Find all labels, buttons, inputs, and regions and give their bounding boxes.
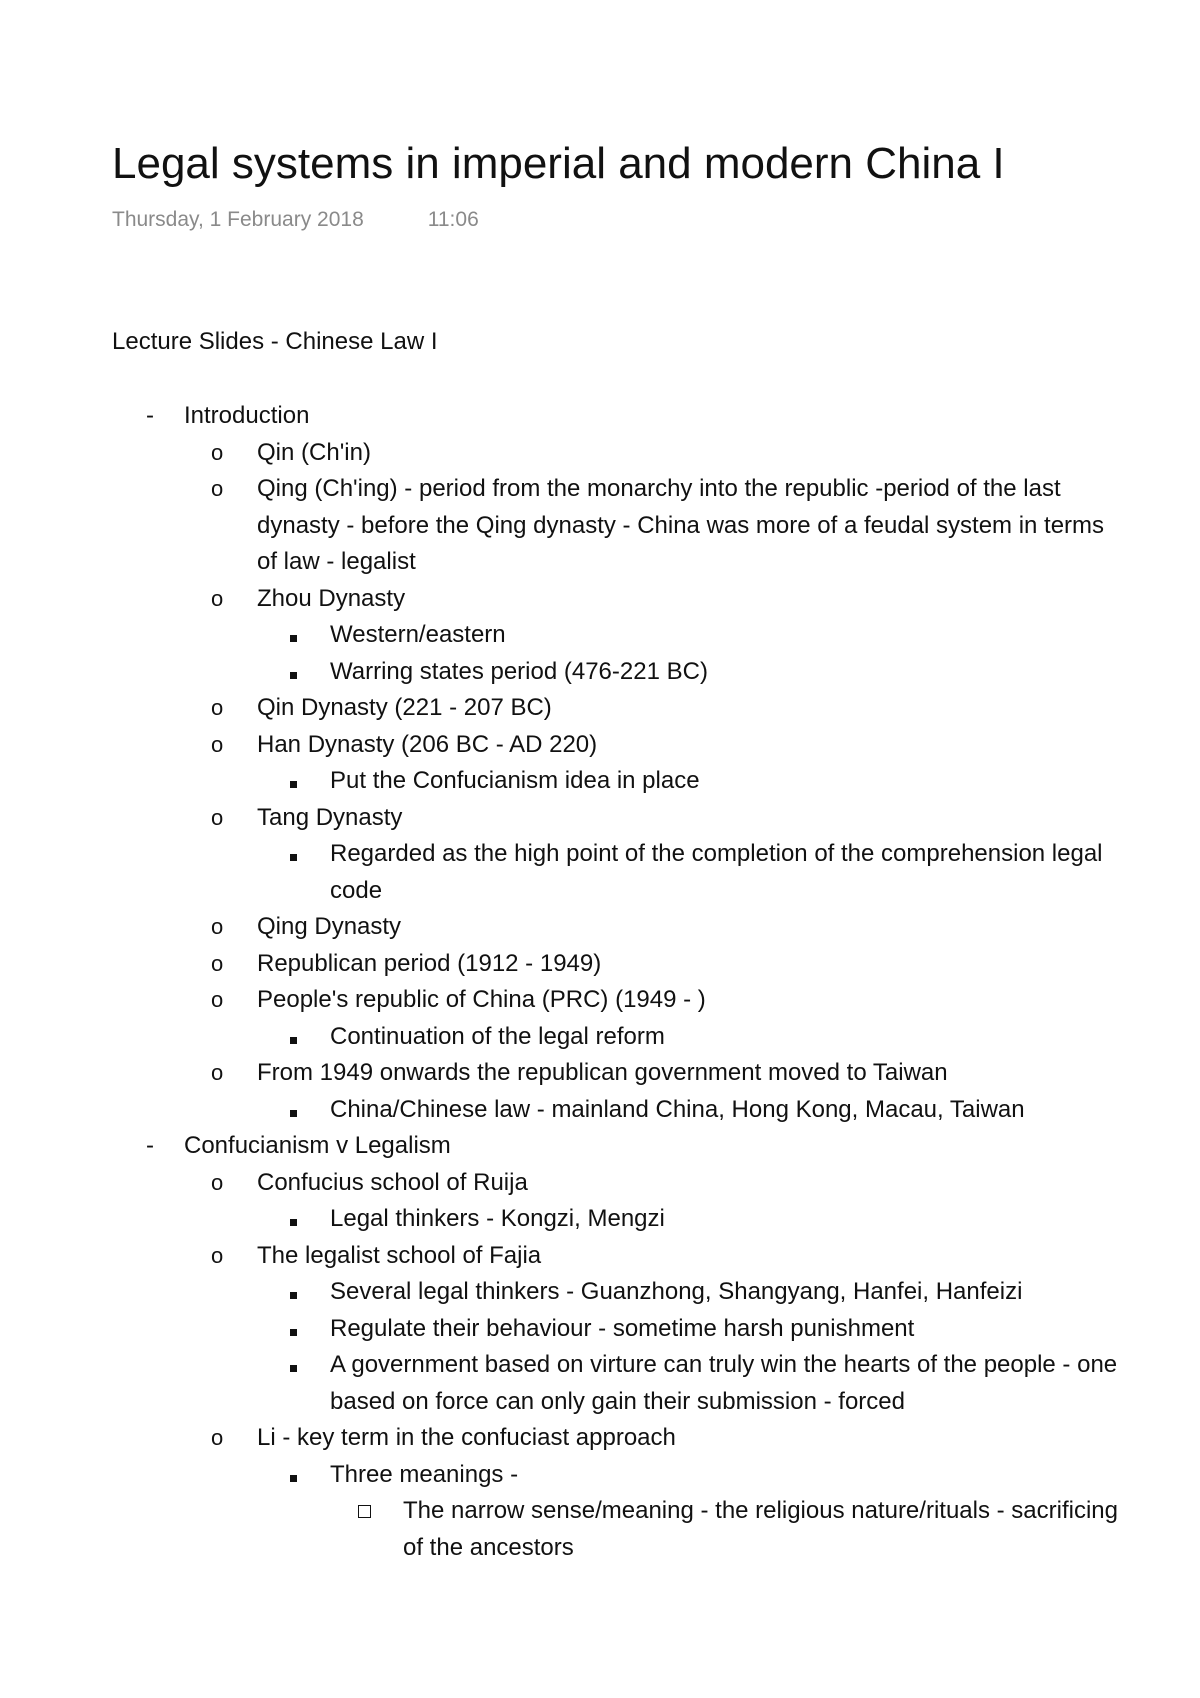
outline-item xyxy=(0,909,1200,946)
outline-item xyxy=(0,1238,1200,1275)
outline-item-text: Zhou Dynasty xyxy=(257,584,406,612)
outline-item xyxy=(0,1347,1200,1420)
square-bullet-icon xyxy=(290,1092,297,1129)
outline-item-text: Three meanings - xyxy=(330,1460,519,1488)
circle-bullet-icon: o xyxy=(211,804,224,830)
outline-item xyxy=(0,1092,1200,1129)
outline-item xyxy=(0,836,1200,909)
outline-item xyxy=(0,1311,1200,1348)
open-square-bullet-icon xyxy=(358,1493,371,1530)
circle-bullet-icon: o xyxy=(211,1242,224,1268)
outline-item-text: Introduction xyxy=(184,402,310,429)
outline-item xyxy=(0,1457,1200,1494)
outline-item-text: Western/eastern xyxy=(330,621,506,648)
outline-item xyxy=(0,1128,1200,1165)
outline-item-text: Regarded as the high point of the completion of the comprehension legal code xyxy=(330,840,1103,904)
outline-item-text: Put the Confucianism idea in place xyxy=(330,767,700,794)
outline-item xyxy=(0,1165,1200,1202)
outline-item-text: People's republic of China (PRC) (1949 - ) xyxy=(257,986,706,1013)
outline-item-text: Tang Dynasty xyxy=(257,803,403,831)
square-bullet-icon xyxy=(290,836,297,873)
square-bullet-icon xyxy=(290,617,297,654)
outline-item xyxy=(0,946,1200,983)
circle-bullet-icon: o xyxy=(211,987,224,1012)
outline-item-text: From 1949 onwards the republican government moved to Taiwan xyxy=(257,1059,948,1086)
page-title: Legal systems in imperial and modern China I xyxy=(112,139,1005,188)
circle-bullet-icon: o xyxy=(211,439,224,465)
circle-bullet-icon: o xyxy=(211,476,224,501)
outline-list xyxy=(0,398,1200,1596)
outline-item xyxy=(0,763,1200,800)
page-meta xyxy=(112,206,479,234)
outline-item xyxy=(0,1274,1200,1311)
dash-icon: - xyxy=(146,402,154,429)
page-date: Thursday, 1 February 2018 xyxy=(112,208,364,231)
outline-item-text: Regulate their behaviour - sometime harsh punishment xyxy=(330,1314,915,1342)
square-bullet-icon xyxy=(290,1347,297,1384)
square-bullet-icon xyxy=(290,654,297,691)
section-title: Lecture Slides - Chinese Law I xyxy=(112,328,438,355)
outline-item xyxy=(0,1019,1200,1056)
outline-item-text: The narrow sense/meaning - the religious nature/rituals - sacrificing of the ancestors xyxy=(403,1497,1118,1561)
outline-item-text: China/Chinese law - mainland China, Hong Kong, Macau, Taiwan xyxy=(330,1095,1025,1123)
outline-item-text: Qing Dynasty xyxy=(257,913,402,940)
outline-item-text: Qin (Ch'in) xyxy=(257,438,371,466)
outline-item-text: Several legal thinkers - Guanzhong, Shangyang, Hanfei, Hanfeizi xyxy=(330,1278,1023,1305)
outline-item xyxy=(0,471,1200,581)
circle-bullet-icon: o xyxy=(211,731,224,757)
outline-item xyxy=(0,435,1200,472)
outline-item xyxy=(0,800,1200,837)
outline-item-text: Legal thinkers - Kongzi, Mengzi xyxy=(330,1205,665,1232)
outline-item xyxy=(0,1055,1200,1092)
outline-item-text: Qing (Ch'ing) - period from the monarchy into the republic -period of the last dynasty - before the Qing dynasty - China was more of a feudal system in terms of law - legalist xyxy=(257,475,1105,575)
outline-item-text: Republican period (1912 - 1949) xyxy=(257,949,602,977)
dash-icon: - xyxy=(146,1132,154,1159)
outline-item-text: Confucius school of Ruija xyxy=(257,1168,528,1196)
outline-item-text: Warring states period (476-221 BC) xyxy=(330,657,708,685)
square-bullet-icon xyxy=(290,1201,297,1238)
outline-item-text: Li - key term in the confuciast approach xyxy=(257,1424,676,1451)
square-bullet-icon xyxy=(290,1457,297,1494)
outline-item xyxy=(0,398,1200,435)
square-bullet-icon xyxy=(290,1274,297,1311)
outline-item xyxy=(0,690,1200,727)
circle-bullet-icon: o xyxy=(211,695,224,720)
outline-item-text: Confucianism v Legalism xyxy=(184,1132,451,1159)
outline-item xyxy=(0,581,1200,618)
circle-bullet-icon: o xyxy=(211,1060,224,1085)
square-bullet-icon xyxy=(290,1311,297,1348)
circle-bullet-icon: o xyxy=(211,914,224,939)
square-bullet-icon xyxy=(290,763,297,800)
outline-item-text: Qin Dynasty (221 - 207 BC) xyxy=(257,694,552,721)
outline-item xyxy=(0,982,1200,1019)
square-bullet-icon xyxy=(290,1019,297,1056)
outline-item xyxy=(0,1201,1200,1238)
outline-item xyxy=(0,617,1200,654)
outline-item-text: A government based on virture can truly win the hearts of the people - one based on force can only gain their submission - forced xyxy=(330,1351,1118,1415)
outline-item-text: The legalist school of Fajia xyxy=(257,1241,542,1269)
outline-item xyxy=(0,727,1200,764)
circle-bullet-icon: o xyxy=(211,950,224,976)
outline-item-text: Continuation of the legal reform xyxy=(330,1022,665,1050)
circle-bullet-icon: o xyxy=(211,1425,224,1450)
outline-item-text: Han Dynasty (206 BC - AD 220) xyxy=(257,730,598,758)
outline-item xyxy=(0,1493,1200,1566)
outline-item xyxy=(0,654,1200,691)
outline-item xyxy=(0,1420,1200,1457)
circle-bullet-icon: o xyxy=(211,585,224,611)
page-time: 11:06 xyxy=(427,208,479,231)
circle-bullet-icon: o xyxy=(211,1169,224,1195)
